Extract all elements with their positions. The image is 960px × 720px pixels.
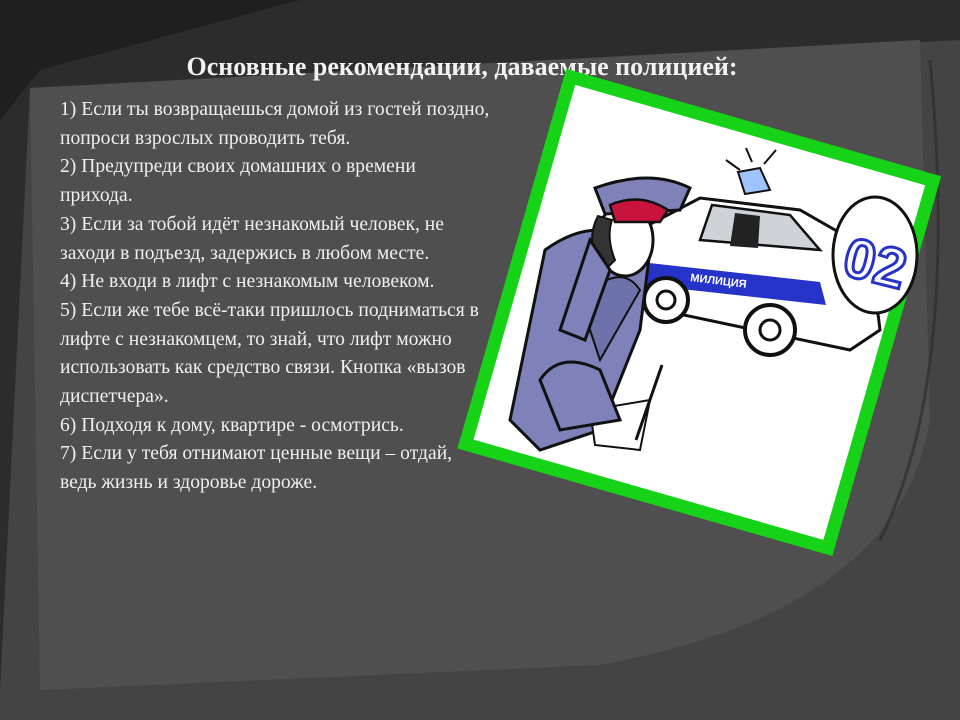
car-label: МИЛИЦИЯ bbox=[689, 272, 748, 291]
tip-item: 2) Предупреди своих домашних о времени прихода. bbox=[60, 156, 416, 207]
tip-item: 7) Если у тебя отнимают ценные вещи – отдай, ведь жизнь и здоровье дороже. bbox=[60, 443, 453, 494]
tip-item: 6) Подходя к дому, квартире - осмотрись. bbox=[60, 414, 404, 436]
tip-item: 4) Не входи в лифт с незнакомым человеком. bbox=[60, 271, 435, 293]
tip-item: 1) Если ты возвращаешься домой из гостей поздно, попроси взрослых проводить тебя. bbox=[60, 99, 490, 149]
tip-item: 3) Если за тобой идёт незнакомый человек, не заходи в подъезд, задержись в любом месте. bbox=[60, 213, 444, 264]
tip-item: 5) Если же тебе всё-таки пришлось подниматься в лифте с незнакомцем, то знай, что лифт можно использовать как средство связи. Кнопка «вызов диспетчера». bbox=[60, 299, 479, 408]
emergency-number-badge bbox=[833, 197, 917, 313]
svg-text:02: 02 bbox=[837, 224, 914, 301]
slide-title: Основные рекомендации, даваемые полицией: bbox=[186, 52, 738, 81]
